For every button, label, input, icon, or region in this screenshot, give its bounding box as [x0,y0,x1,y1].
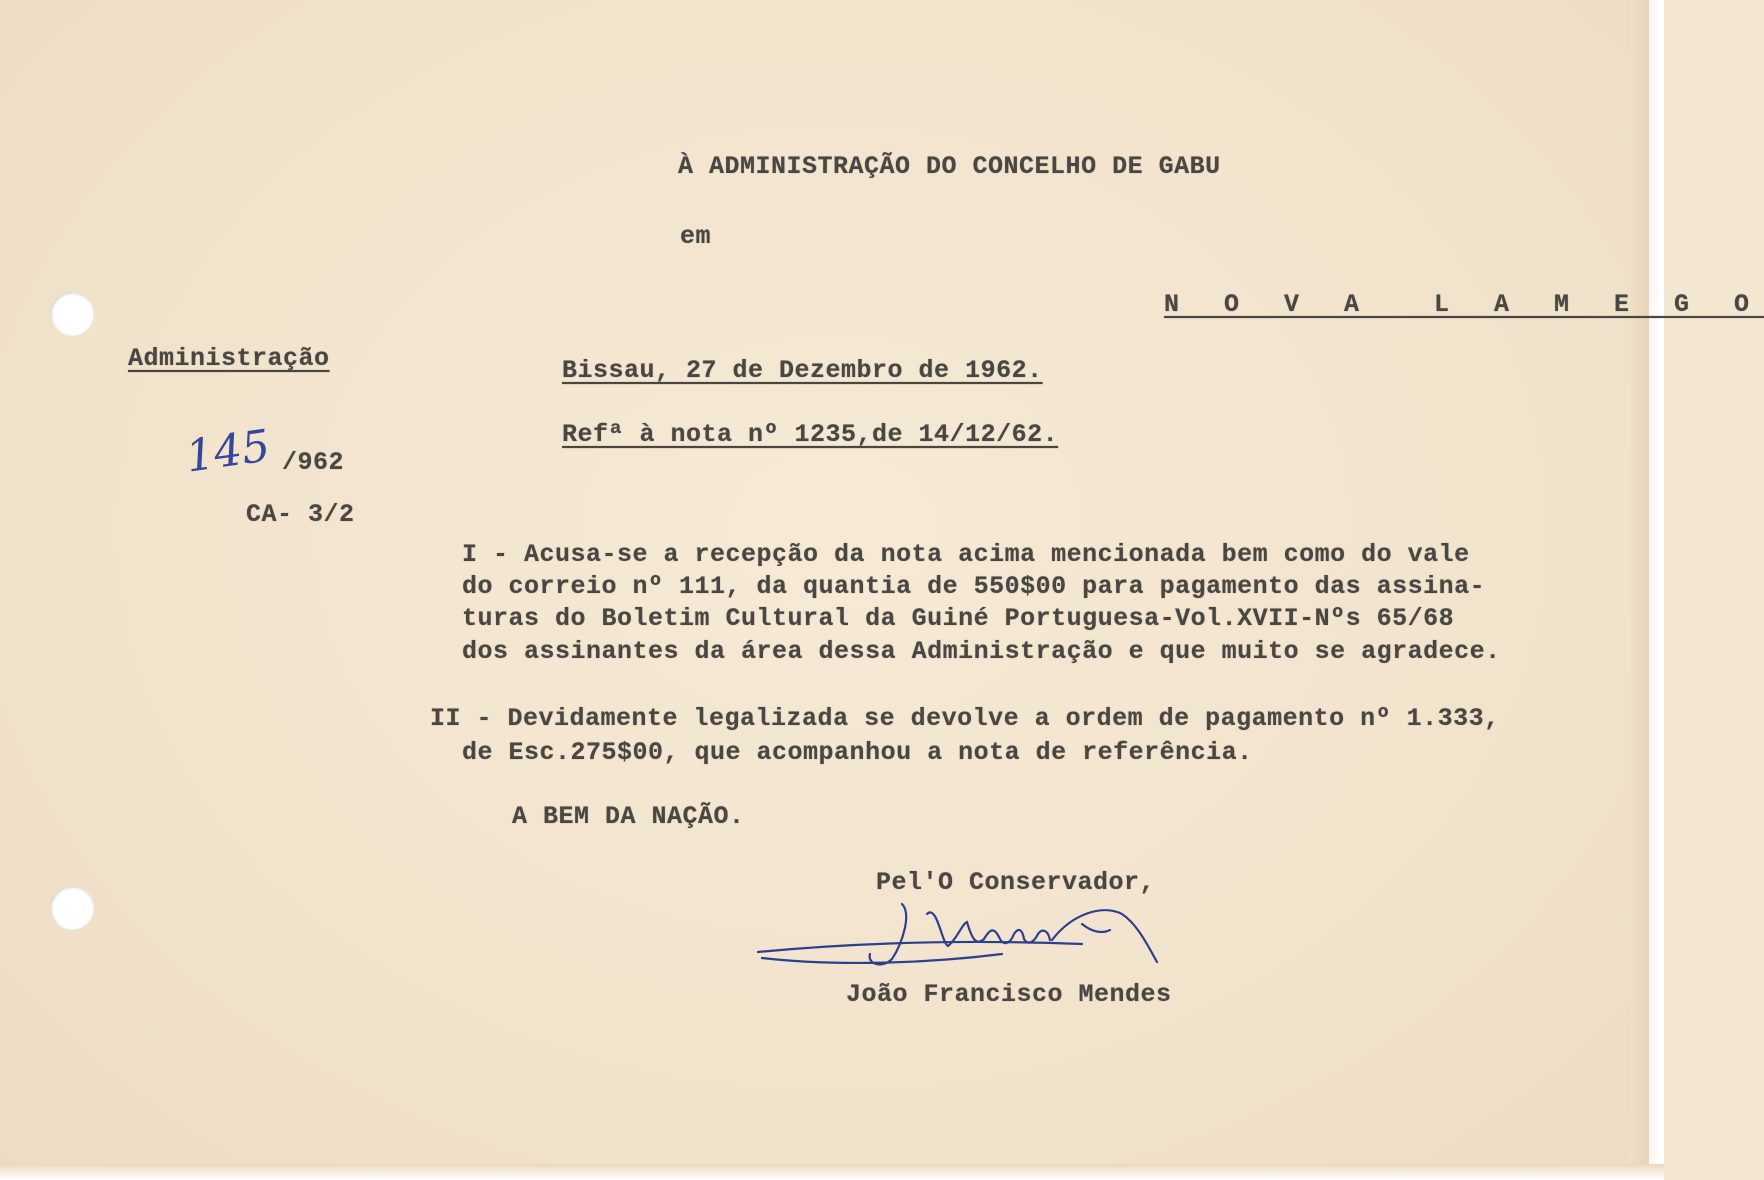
closing-formula: A BEM DA NAÇÃO. [512,802,745,831]
paragraph1-line4: dos assinantes da área dessa Administração e que muito se agradece. [462,637,1501,666]
addressee-place: N O V A L A M E G O [1164,290,1764,319]
paragraph1-line2: do correio nº 111, da quantia de 550$00 para pagamento das assina- [462,572,1486,601]
addressee-em: em [680,222,712,251]
paragraph1-line1: I - Acusa-se a recepção da nota acima mencionada bem como do vale [462,540,1470,569]
addressee-line: À ADMINISTRAÇÃO DO CONCELHO DE GABU [678,152,1221,181]
page-edge-bottom [0,1164,1664,1180]
paragraph2-line2: de Esc.275$00, que acompanhou a nota de referência. [462,738,1253,767]
reference-number-suffix: /962 [282,448,345,477]
punch-hole-top [50,292,94,336]
sender-department: Administração [128,344,330,373]
handwritten-signature [752,884,1212,994]
handwritten-number: 145 [182,420,274,483]
dateline: Bissau, 27 de Dezembro de 1962. [562,356,1043,385]
paragraph2-line1: II - Devidamente legalizada se devolve a ordem de pagamento nº 1.333, [430,704,1500,733]
reference-code: CA- 3/2 [246,500,355,529]
reference-line: Refª à nota nº 1235,de 14/12/62. [562,420,1059,449]
signatory-name: João Francisco Mendes [846,980,1172,1009]
punch-hole-bottom [50,886,94,930]
paragraph1-line3: turas do Boletim Cultural da Guiné Portuguesa-Vol.XVII-Nºs 65/68 [462,604,1455,633]
page-edge-right [1630,0,1664,1180]
signature-title: Pel'O Conservador, [876,868,1156,897]
